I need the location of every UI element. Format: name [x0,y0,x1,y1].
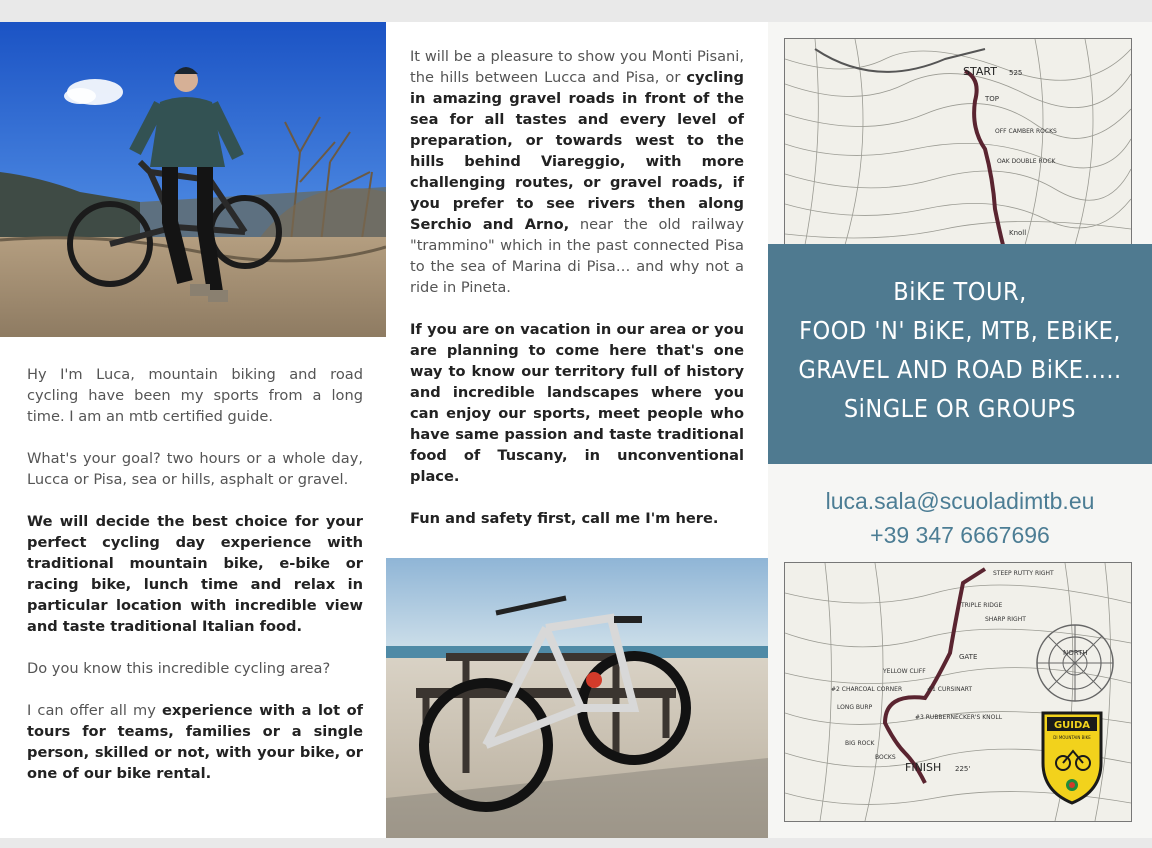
right-panel [768,22,1152,838]
intro-paragraph: Hy I'm Luca, mountain biking and road cycling have been my sports from a long time. I am an mtb certified guide. [27,366,363,425]
map-label-long-burp: LONG BURP [837,704,873,711]
compass-north-label: NORTH [1063,649,1088,657]
map-finish-elev: 225' [955,765,971,773]
tour-tail: near the old railway "trammino" which in the past connected Pisa to the sea of Marina di Pisa… and why not a ride in Pineta. [410,216,744,296]
guida-mtb-badge-icon [1043,713,1101,803]
left-panel [0,22,386,838]
middle-body-text [410,46,744,550]
safety-paragraph: Fun and safety first, call me I'm here. [410,510,719,527]
goal-paragraph: What's your goal? two hours or a whole day, Lucca or Pisa, sea or hills, asphalt or gravel. [27,450,363,488]
map-label-cursinart: #1 CURSINART [927,686,973,693]
compass-rose-icon [1037,625,1113,701]
map-label-gate: GATE [959,653,978,661]
map-finish-label: FINISH [905,761,942,774]
beach-bike-photo [386,558,768,838]
map-label-bocks: BOCKS [875,754,896,761]
tour-lead: It will be a pleasure to show you Monti Pisani, the hills between Lucca and Pisa, or [410,48,744,86]
question-paragraph: Do you know this incredible cycling area? [27,660,331,677]
badge-title: GUIDA [1053,720,1091,731]
tour-paragraph [410,46,744,298]
map-label-top: TOP [985,95,1000,103]
trail-map-top [784,38,1132,246]
banner-line-3: GRAVEL AND ROAD BiKE..... [798,355,1122,384]
contact-phone[interactable]: +39 347 6667696 [870,522,1050,548]
middle-panel [386,22,768,838]
map-label-sharp: SHARP RIGHT [985,616,1026,623]
map-label-triple: TRIPLE RIDGE [961,602,1003,609]
map-label-knoll: Knoll [1009,229,1027,237]
map-label-big-rock: BIG ROCK [845,740,875,747]
offer-lead: I can offer all my [27,702,162,719]
tour-bold: cycling in amazing gravel roads in front of the sea for all tastes and every level of preparation, or towards west to the hills behind Viareggio, with more challenging routes, or gravel roads, if you prefer to see rivers then along Serchio and Arno, [410,69,744,233]
map-label-steep: STEEP RUTTY RIGHT [993,570,1054,577]
offer-bold: experience with a lot of tours for teams, families or a single person, skilled or not, with your bike, or one of our bike rental. [27,702,363,782]
banner-line-2: FOOD 'N' BiKE, MTB, EBiKE, [799,316,1121,345]
left-body-text [27,364,363,805]
map-start-elev: 525 [1009,69,1023,77]
decide-paragraph: We will decide the best choice for your perfect cycling day experience with traditional mountain bike, e-bike or racing bike, lunch time and relax in particular location with incredible view and taste traditional Italian food. [27,513,363,635]
offer-paragraph [27,700,363,784]
banner-line-1: BiKE TOUR, [893,277,1027,306]
contact-email[interactable]: luca.sala@scuoladimtb.eu [825,488,1095,514]
map-label-camber: OFF CAMBER ROCKS [995,128,1057,135]
banner-line-4: SiNGLE OR GROUPS [843,394,1077,423]
badge-subtitle: DI MOUNTAIN BIKE [1053,735,1091,740]
trail-map-bottom [784,562,1132,822]
map-start-label: START [963,65,997,78]
map-label-yellow: YELLOW CLIFF [883,668,926,675]
cyclist-photo [0,22,386,337]
vacation-paragraph: If you are on vacation in our area or you are planning to come here that's one way to know our territory full of history and incredible landscapes where you can enjoy our sports, meet people who have same passion and taste traditional food of Tuscany, in unconventional place. [410,321,744,485]
services-banner [768,244,1152,464]
map-label-rubbernecker: #3 RUBBERNECKER'S KNOLL [915,714,1003,721]
map-label-charcoal: #2 CHARCOAL CORNER [831,686,903,693]
map-label-oak: OAK DOUBLE ROCK [997,158,1056,165]
